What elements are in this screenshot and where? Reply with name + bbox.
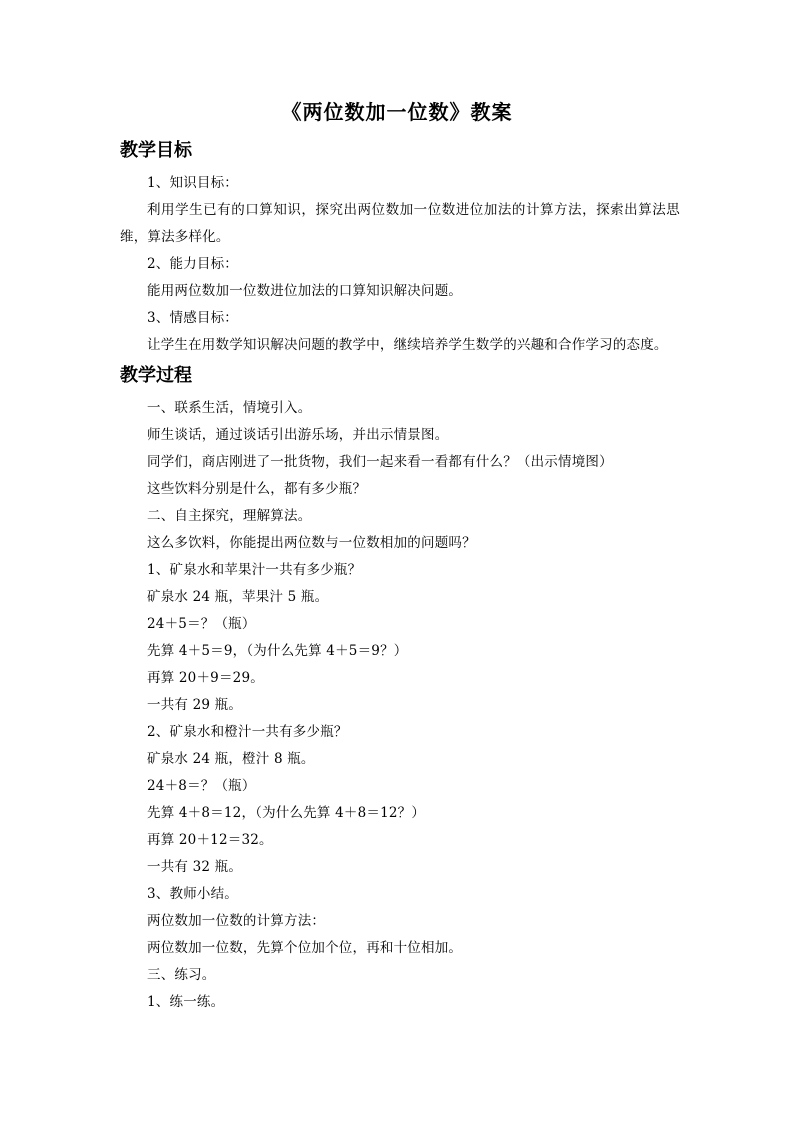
paragraph: 1、矿泉水和苹果汁一共有多少瓶？	[147, 562, 362, 578]
paragraph: 一共有 29 瓶。	[147, 697, 243, 713]
paragraph: 让学生在用数学知识解决问题的教学中，继续培养学生数学的兴趣和合作学习的态度。	[147, 337, 668, 353]
section-teaching-goals	[120, 136, 680, 359]
paragraph: 3、教师小结。	[147, 886, 238, 902]
paragraph: 这么多饮料，你能提出两位数与一位数相加的问题吗？	[147, 535, 476, 551]
paragraph: 1、知识目标：	[147, 175, 238, 191]
paragraph: 一、联系生活，情境引入。	[147, 400, 312, 416]
paragraph: 矿泉水 24 瓶，橙汁 8 瓶。	[147, 751, 315, 767]
section-heading-process: 教学过程	[120, 365, 192, 386]
section-teaching-process	[120, 361, 680, 1016]
document-body	[120, 136, 680, 1016]
paragraph: 师生谈话，通过谈话引出游乐场，并出示情景图。	[147, 427, 449, 443]
paragraph: 再算 20＋9＝29。	[147, 670, 264, 686]
section-heading-goals: 教学目标	[120, 140, 192, 161]
paragraph: 利用学生已有的口算知识，探究出两位数加一位数进位加法的计算方法，探索出算法思维，算法多样化。	[120, 202, 680, 245]
paragraph: 这些饮料分别是什么，都有多少瓶？	[147, 481, 367, 497]
paragraph: 两位数加一位数，先算个位加个位，再和十位相加。	[147, 940, 463, 956]
document-title: 《两位数加一位数》教案	[281, 100, 513, 124]
paragraph: 2、矿泉水和橙汁一共有多少瓶？	[147, 724, 348, 740]
paragraph: 矿泉水 24 瓶，苹果汁 5 瓶。	[147, 589, 329, 605]
paragraph: 两位数加一位数的计算方法：	[147, 913, 326, 929]
paragraph: 一共有 32 瓶。	[147, 859, 243, 875]
paragraph: 先算 4＋5＝9，（为什么先算 4＋5＝9？）	[147, 643, 408, 659]
paragraph: 24＋5＝？（瓶）	[147, 616, 256, 632]
paragraph: 再算 20＋12＝32。	[147, 832, 273, 848]
paragraph: 二、自主探究，理解算法。	[147, 508, 312, 524]
paragraph: 1、练一练。	[147, 994, 225, 1010]
paragraph: 先算 4＋8＝12，（为什么先算 4＋8＝12？）	[147, 805, 426, 821]
paragraph: 2、能力目标：	[147, 256, 238, 272]
paragraph: 24＋8＝？（瓶）	[147, 778, 256, 794]
paragraph: 三、练习。	[147, 967, 216, 983]
paragraph: 3、情感目标：	[147, 310, 238, 326]
paragraph: 同学们，商店刚进了一批货物，我们一起来看一看都有什么？（出示情境图）	[147, 454, 613, 470]
paragraph: 能用两位数加一位数进位加法的口算知识解决问题。	[147, 283, 463, 299]
